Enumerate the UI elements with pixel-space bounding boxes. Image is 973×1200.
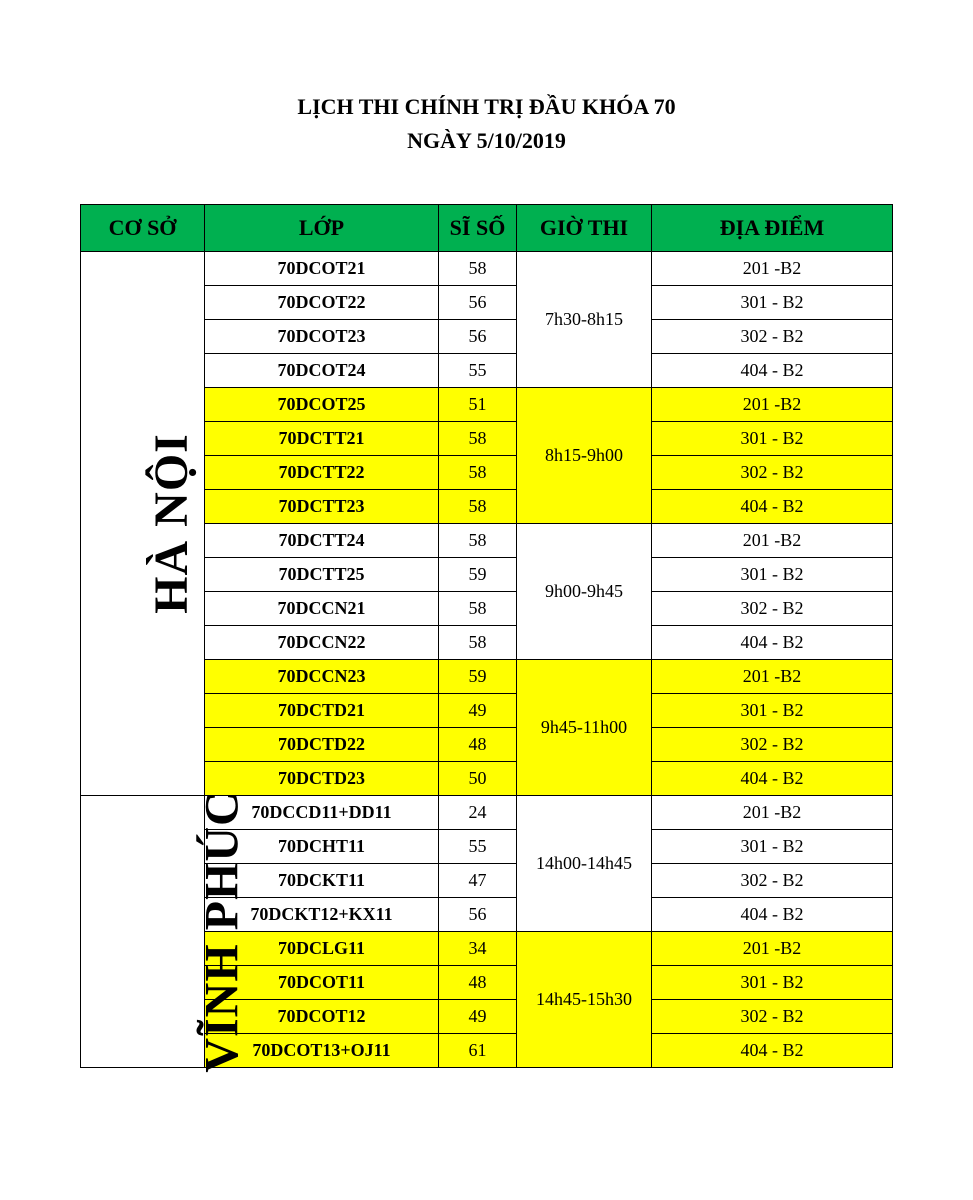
location-cell: 404 - B2: [652, 762, 893, 796]
header-giothi: GIỜ THI: [517, 205, 652, 252]
time-cell: 14h00-14h45: [517, 796, 652, 932]
location-cell: 302 - B2: [652, 1000, 893, 1034]
location-cell: 404 - B2: [652, 898, 893, 932]
count-cell: 58: [439, 592, 517, 626]
count-cell: 58: [439, 490, 517, 524]
class-cell: 70DCCD11+DD11: [205, 796, 439, 830]
location-cell: 302 - B2: [652, 592, 893, 626]
count-cell: 34: [439, 932, 517, 966]
count-cell: 55: [439, 354, 517, 388]
count-cell: 56: [439, 320, 517, 354]
count-cell: 56: [439, 286, 517, 320]
location-cell: 301 - B2: [652, 830, 893, 864]
location-cell: 201 -B2: [652, 252, 893, 286]
count-cell: 58: [439, 626, 517, 660]
location-cell: 301 - B2: [652, 694, 893, 728]
location-cell: 302 - B2: [652, 864, 893, 898]
count-cell: 59: [439, 558, 517, 592]
class-cell: 70DCKT12+KX11: [205, 898, 439, 932]
page-title: LỊCH THI CHÍNH TRỊ ĐẦU KHÓA 70: [297, 94, 676, 119]
class-cell: 70DCHT11: [205, 830, 439, 864]
class-cell: 70DCTT24: [205, 524, 439, 558]
count-cell: 24: [439, 796, 517, 830]
header-row: [81, 205, 893, 252]
location-cell: 302 - B2: [652, 320, 893, 354]
class-cell: 70DCCN21: [205, 592, 439, 626]
location-cell: 201 -B2: [652, 660, 893, 694]
count-cell: 58: [439, 456, 517, 490]
class-cell: 70DCTD23: [205, 762, 439, 796]
class-cell: 70DCOT12: [205, 1000, 439, 1034]
count-cell: 61: [439, 1034, 517, 1068]
count-cell: 58: [439, 252, 517, 286]
class-cell: 70DCOT22: [205, 286, 439, 320]
header-coso: CƠ SỞ: [81, 205, 205, 252]
table-row: [81, 796, 893, 830]
count-cell: 47: [439, 864, 517, 898]
campus-hanoi: [81, 252, 205, 796]
location-cell: 301 - B2: [652, 966, 893, 1000]
count-cell: 58: [439, 524, 517, 558]
time-cell: 14h45-15h30: [517, 932, 652, 1068]
class-cell: 70DCTD22: [205, 728, 439, 762]
page-subtitle-date: NGÀY 5/10/2019: [407, 128, 566, 153]
location-cell: 404 - B2: [652, 490, 893, 524]
class-cell: 70DCTT25: [205, 558, 439, 592]
count-cell: 50: [439, 762, 517, 796]
class-cell: 70DCTD21: [205, 694, 439, 728]
count-cell: 49: [439, 694, 517, 728]
class-cell: 70DCTT23: [205, 490, 439, 524]
location-cell: 301 - B2: [652, 286, 893, 320]
class-cell: 70DCTT22: [205, 456, 439, 490]
location-cell: 404 - B2: [652, 626, 893, 660]
location-cell: 201 -B2: [652, 524, 893, 558]
count-cell: 55: [439, 830, 517, 864]
class-cell: 70DCCN23: [205, 660, 439, 694]
class-cell: 70DCOT11: [205, 966, 439, 1000]
count-cell: 49: [439, 1000, 517, 1034]
class-cell: 70DCOT24: [205, 354, 439, 388]
header-lop: LỚP: [205, 205, 439, 252]
class-cell: 70DCKT11: [205, 864, 439, 898]
campus-label: VĨNH PHÚC: [195, 790, 249, 1073]
location-cell: 404 - B2: [652, 354, 893, 388]
exam-schedule-table: [80, 204, 893, 1073]
count-cell: 48: [439, 728, 517, 762]
class-cell: 70DCOT23: [205, 320, 439, 354]
time-cell: 9h00-9h45: [517, 524, 652, 660]
campus-vinhphuc: [81, 790, 249, 1073]
count-cell: 48: [439, 966, 517, 1000]
location-cell: 404 - B2: [652, 1034, 893, 1068]
time-cell: 8h15-9h00: [517, 388, 652, 524]
location-cell: 301 - B2: [652, 422, 893, 456]
class-cell: 70DCOT21: [205, 252, 439, 286]
header-diadiem: ĐỊA ĐIỂM: [652, 205, 893, 252]
class-cell: 70DCCN22: [205, 626, 439, 660]
class-cell: 70DCOT13+OJ11: [205, 1034, 439, 1068]
time-cell: 7h30-8h15: [517, 252, 652, 388]
time-cell: 9h45-11h00: [517, 660, 652, 796]
location-cell: 201 -B2: [652, 932, 893, 966]
table-row: [81, 252, 893, 286]
location-cell: 302 - B2: [652, 728, 893, 762]
location-cell: 301 - B2: [652, 558, 893, 592]
count-cell: 51: [439, 388, 517, 422]
header-siso: SĨ SỐ: [439, 205, 517, 252]
location-cell: 201 -B2: [652, 796, 893, 830]
count-cell: 56: [439, 898, 517, 932]
location-cell: 201 -B2: [652, 388, 893, 422]
class-cell: 70DCLG11: [205, 932, 439, 966]
class-cell: 70DCTT21: [205, 422, 439, 456]
count-cell: 58: [439, 422, 517, 456]
campus-label: HÀ NỘI: [144, 433, 198, 614]
location-cell: 302 - B2: [652, 456, 893, 490]
class-cell: 70DCOT25: [205, 388, 439, 422]
count-cell: 59: [439, 660, 517, 694]
